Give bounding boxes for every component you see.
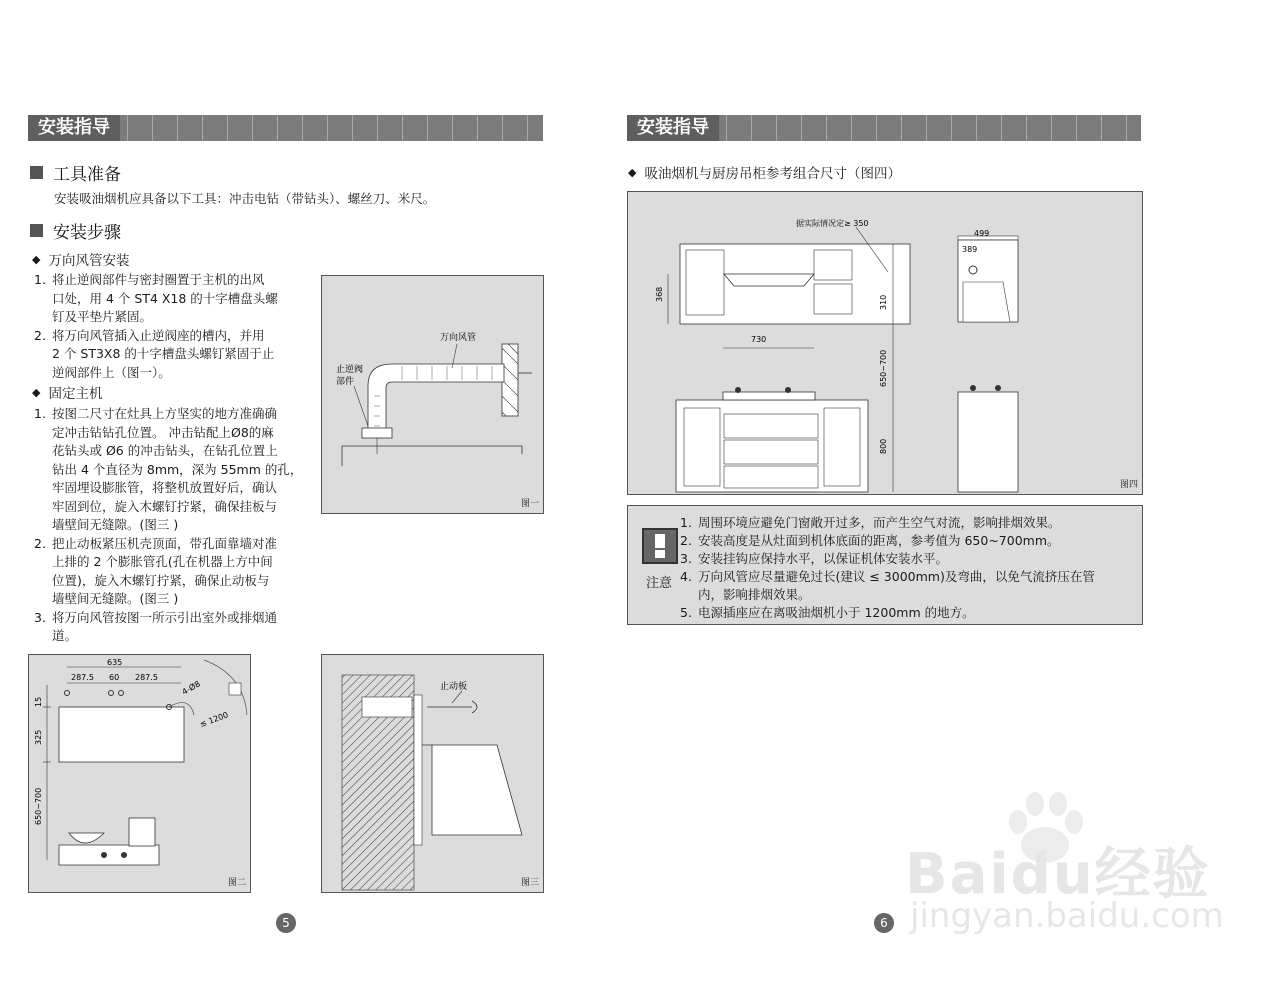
figure-1-caption: 图一 — [520, 499, 539, 509]
duct-title: 万向风管安装 — [48, 253, 130, 269]
fig4-subtitle — [628, 162, 901, 182]
diamond-bullet-icon: ◆ — [32, 385, 41, 399]
square-bullet-icon — [30, 224, 43, 237]
diamond-bullet-icon: ◆ — [32, 252, 41, 266]
fix-subheading — [32, 382, 102, 402]
right-header-title: 安装指导 — [627, 115, 719, 141]
fig1-label-valve-2: 部件 — [336, 377, 355, 387]
duct-diagram — [322, 276, 543, 513]
figure-2-caption: 图二 — [227, 878, 246, 888]
tools-heading — [30, 160, 121, 185]
duct-steps-list — [30, 271, 310, 382]
figure-4-kitchen-dimensions — [627, 191, 1143, 495]
figure-2-dimensions — [28, 654, 251, 893]
fig4-subtitle-text: 吸油烟机与厨房吊柜参考组合尺寸（图四） — [644, 166, 901, 182]
list-item: 1. 将止逆阀部件与密封圈置于主机的出风 口处，用 4 个 ST4 X18 的十字槽盘头螺 钉及平垫片紧固。 — [34, 272, 278, 324]
fig1-label-duct: 万向风管 — [440, 333, 477, 343]
fig4-dim-368: 368 — [655, 286, 664, 302]
fig4-dim-730: 730 — [751, 335, 767, 344]
tools-title: 工具准备 — [53, 165, 121, 185]
note-list — [676, 514, 1131, 622]
fig2-dim-60: 60 — [109, 673, 120, 682]
note-label: 注意 — [646, 576, 673, 591]
kitchen-diagram — [628, 192, 1142, 494]
note-box — [627, 505, 1143, 625]
steps-heading — [30, 218, 121, 243]
fig2-dim-650-700: 650~700 — [34, 787, 43, 825]
left-header-title: 安装指导 — [28, 115, 120, 141]
fig4-dim-310: 310 — [879, 294, 888, 310]
list-item: 2. 安装高度是从灶面到机体底面的距离，参考值为 650~700mm。 — [680, 533, 1060, 548]
fig4-dim-350: 据实际情况定≥ 350 — [796, 219, 869, 228]
fig2-dim-4-d8: 4-Ø8 — [180, 679, 202, 697]
watermark-brand: Baidu经验 — [905, 842, 1211, 907]
fig2-dim-287-5-b: 287.5 — [135, 673, 158, 682]
list-item: 1. 按图二尺寸在灶具上方坚实的地方准确确 定冲击钻钻孔位置。 冲击钻配上Ø8的麻 花钻头或 Ø6 的冲击钻头，在钻孔位置上 钻出 4 个直径为 8mm，深为 55mm 的孔， 牢固埋设膨胀管，将整机放置好后，确认 牢固到位，旋入木螺钉拧紧，确保挂板与 墙壁间无缝隙。(图三 ) — [34, 406, 303, 532]
fig2-dim-1200: ≤ 1200 — [198, 710, 230, 729]
fig2-dim-15: 15 — [34, 696, 43, 707]
list-item: 3. 将万向风管按图一所示引出室外或排烟通 道。 — [34, 609, 278, 643]
list-item: 2. 将万向风管插入止逆阀座的槽内，并用 2 个 ST3X8 的十字槽盘头螺钉紧固于止 逆阀部件上（图一）。 — [34, 327, 275, 380]
figure-3-stop-plate — [321, 654, 544, 893]
fig4-dim-650-700: 650~700 — [879, 349, 888, 387]
fig4-dim-800: 800 — [879, 438, 888, 454]
list-item: 1. 周围环境应避免门窗敞开过多，而产生空气对流，影响排烟效果。 — [680, 515, 1061, 530]
list-item: 4. 万向风管应尽量避免过长(建议 ≤ 3000mm)及弯曲，以免气流挤压在管 内，影响排烟效果。 — [680, 569, 1095, 602]
steps-title: 安装步骤 — [53, 223, 121, 243]
fig2-dim-325: 325 — [34, 729, 43, 745]
fix-steps-list — [30, 405, 315, 646]
figure-1-duct — [321, 275, 544, 514]
fig2-dim-635: 635 — [107, 658, 123, 667]
figure-3-caption: 图三 — [520, 878, 539, 888]
fig4-dim-499: 499 — [974, 229, 990, 238]
page-number-left: 5 — [276, 913, 296, 933]
fig3-label-plate: 止动板 — [440, 682, 468, 692]
list-item: 2. 把止动板紧压机壳顶面，带孔面靠墙对准 上排的 2 个膨胀管孔(孔在机器上方中间 位置)，旋入木螺钉拧紧，确保止动板与 墙壁间无缝隙。(图三 ) — [34, 535, 278, 606]
right-section-header — [627, 115, 1141, 141]
list-item: 5. 电源插座应在离吸油烟机小于 1200mm 的地方。 — [680, 605, 975, 620]
left-section-header — [28, 115, 543, 141]
watermark-url: jingyan.baidu.com — [910, 896, 1224, 936]
tools-text: 安装吸油烟机应具备以下工具：冲击电钻（带钻头）、螺丝刀、米尺。 — [54, 191, 436, 206]
list-item: 3. 安装挂钩应保持水平，以保证机体安装水平。 — [680, 551, 949, 566]
fig4-dim-389: 389 — [962, 245, 978, 254]
fig1-label-valve-1: 止逆阀 — [336, 365, 364, 375]
stop-plate-diagram — [322, 655, 543, 892]
figure-4-caption: 图四 — [1119, 480, 1138, 490]
page-number-right: 6 — [874, 913, 894, 933]
diamond-bullet-icon: ◆ — [628, 165, 637, 179]
square-bullet-icon — [30, 166, 43, 179]
fix-title: 固定主机 — [48, 386, 103, 402]
warning-icon — [642, 528, 678, 564]
fig2-dim-287-5-a: 287.5 — [71, 673, 94, 682]
dimension-diagram — [29, 655, 250, 892]
duct-subheading — [32, 249, 129, 269]
